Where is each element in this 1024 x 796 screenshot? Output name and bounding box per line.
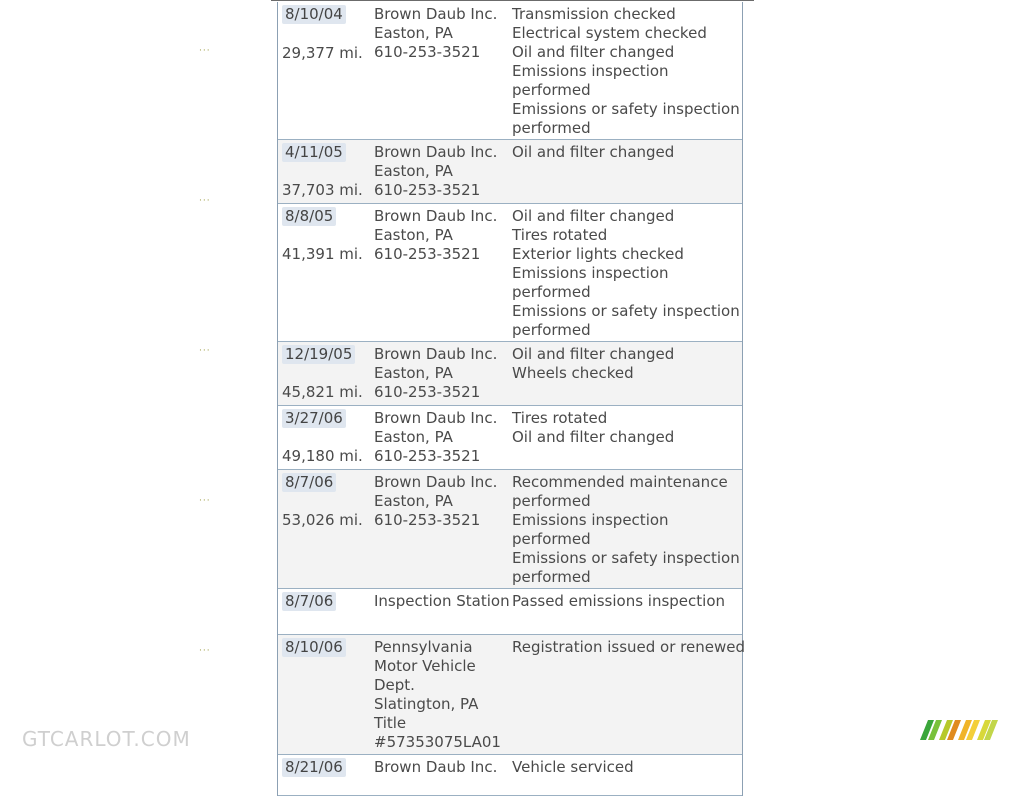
table-row [278, 342, 742, 406]
table-row [278, 406, 742, 470]
table-row [278, 589, 742, 635]
service-item: Oil and filter changed [512, 345, 675, 363]
mileage: 37,703 mi. [282, 181, 363, 199]
table-row [278, 2, 742, 140]
row-marker-dots: ··· [199, 496, 211, 506]
shop-name: Brown Daub Inc. [374, 207, 498, 225]
row-marker-dots: ··· [199, 646, 211, 656]
service-item: Vehicle serviced [512, 758, 634, 776]
shop-phone: 610-253-3521 [374, 181, 481, 199]
date-cell [282, 638, 368, 657]
service-item: performed [512, 119, 591, 137]
date-cell [282, 207, 368, 226]
services-cell [512, 592, 740, 611]
shop-location: Slatington, PA [374, 695, 479, 713]
date-cell [282, 5, 368, 24]
service-item: Passed emissions inspection [512, 592, 726, 610]
shop-location: Easton, PA [374, 364, 453, 382]
shop-name: Brown Daub Inc. [374, 143, 498, 161]
shop-name: Pennsylvania [374, 638, 473, 656]
service-item: Emissions or safety inspection [512, 549, 740, 567]
service-date: 12/19/05 [282, 345, 355, 364]
service-item: Emissions or safety inspection [512, 302, 740, 320]
shop-name: Brown Daub Inc. [374, 409, 498, 427]
service-item: performed [512, 283, 591, 301]
service-date: 8/10/06 [282, 638, 346, 657]
date-cell [282, 592, 368, 611]
service-date: 8/21/06 [282, 758, 346, 777]
shop-name: Inspection Station [374, 592, 510, 610]
shop-cell [374, 638, 510, 752]
service-history-table [277, 2, 743, 796]
service-item: Exterior lights checked [512, 245, 684, 263]
service-item: Emissions inspection [512, 511, 669, 529]
service-date: 8/10/04 [282, 5, 346, 24]
shop-location: Easton, PA [374, 428, 453, 446]
service-item: Tires rotated [512, 409, 608, 427]
shop-phone: 610-253-3521 [374, 447, 481, 465]
date-cell [282, 409, 368, 428]
service-date: 3/27/06 [282, 409, 346, 428]
shop-location: Easton, PA [374, 226, 453, 244]
service-date: 8/7/06 [282, 592, 336, 611]
mileage: 45,821 mi. [282, 383, 363, 401]
row-marker-dots: ··· [199, 196, 211, 206]
shop-name: Brown Daub Inc. [374, 758, 498, 776]
service-item: Oil and filter changed [512, 428, 675, 446]
service-item: Wheels checked [512, 364, 634, 382]
table-row [278, 635, 745, 755]
mileage: 41,391 mi. [282, 245, 363, 263]
shop-cell [374, 207, 510, 264]
services-cell [512, 5, 740, 138]
table-row [278, 470, 742, 589]
service-item: performed [512, 492, 591, 510]
shop-phone: 610-253-3521 [374, 43, 481, 61]
service-item: performed [512, 530, 591, 548]
shop-cell [374, 5, 510, 62]
services-cell [512, 638, 745, 657]
service-item: performed [512, 568, 591, 586]
shop-name: Brown Daub Inc. [374, 345, 498, 363]
table-row [278, 755, 742, 796]
service-item: Electrical system checked [512, 24, 707, 42]
shop-phone: 610-253-3521 [374, 511, 481, 529]
service-item: Tires rotated [512, 226, 608, 244]
shop-cell [374, 473, 510, 530]
top-rule [271, 0, 754, 1]
shop-name: Brown Daub Inc. [374, 473, 498, 491]
service-item: performed [512, 81, 591, 99]
shop-phone: 610-253-3521 [374, 383, 481, 401]
services-cell [512, 473, 740, 587]
service-item: Emissions inspection [512, 62, 669, 80]
service-item: Transmission checked [512, 5, 676, 23]
date-cell [282, 345, 368, 364]
shop-location: Easton, PA [374, 162, 453, 180]
row-marker-dots: ··· [199, 346, 211, 356]
services-cell [512, 207, 740, 340]
table-row [278, 204, 742, 342]
shop-name: Brown Daub Inc. [374, 5, 498, 23]
shop-location: Easton, PA [374, 24, 453, 42]
shop-name: Dept. [374, 676, 415, 694]
shop-phone: 610-253-3521 [374, 245, 481, 263]
service-date: 8/7/06 [282, 473, 336, 492]
title-number: #57353075LA01 [374, 733, 501, 751]
service-item: performed [512, 321, 591, 339]
mileage: 29,377 mi. [282, 44, 363, 62]
service-item: Registration issued or renewed [512, 638, 745, 656]
service-item: Oil and filter changed [512, 43, 675, 61]
shop-cell [374, 409, 510, 466]
service-item: Oil and filter changed [512, 143, 675, 161]
row-marker-dots: ··· [199, 46, 211, 56]
services-cell [512, 409, 740, 447]
services-cell [512, 345, 740, 383]
services-cell [512, 143, 740, 162]
date-cell [282, 143, 368, 162]
service-item: Emissions or safety inspection [512, 100, 740, 118]
service-item: Recommended maintenance [512, 473, 728, 491]
shop-name: Motor Vehicle [374, 657, 476, 675]
stripes-logo-icon [920, 720, 998, 742]
service-date: 4/11/05 [282, 143, 346, 162]
title-label: Title [374, 714, 407, 732]
date-cell [282, 473, 368, 492]
service-item: Emissions inspection [512, 264, 669, 282]
mileage: 53,026 mi. [282, 511, 363, 529]
shop-cell [374, 345, 510, 402]
mileage: 49,180 mi. [282, 447, 363, 465]
shop-cell [374, 592, 510, 611]
shop-location: Easton, PA [374, 492, 453, 510]
table-row [278, 140, 742, 204]
service-date: 8/8/05 [282, 207, 336, 226]
shop-cell [374, 143, 510, 200]
service-item: Oil and filter changed [512, 207, 675, 225]
watermark-logo-text: GTCARLOT.COM [22, 727, 191, 751]
